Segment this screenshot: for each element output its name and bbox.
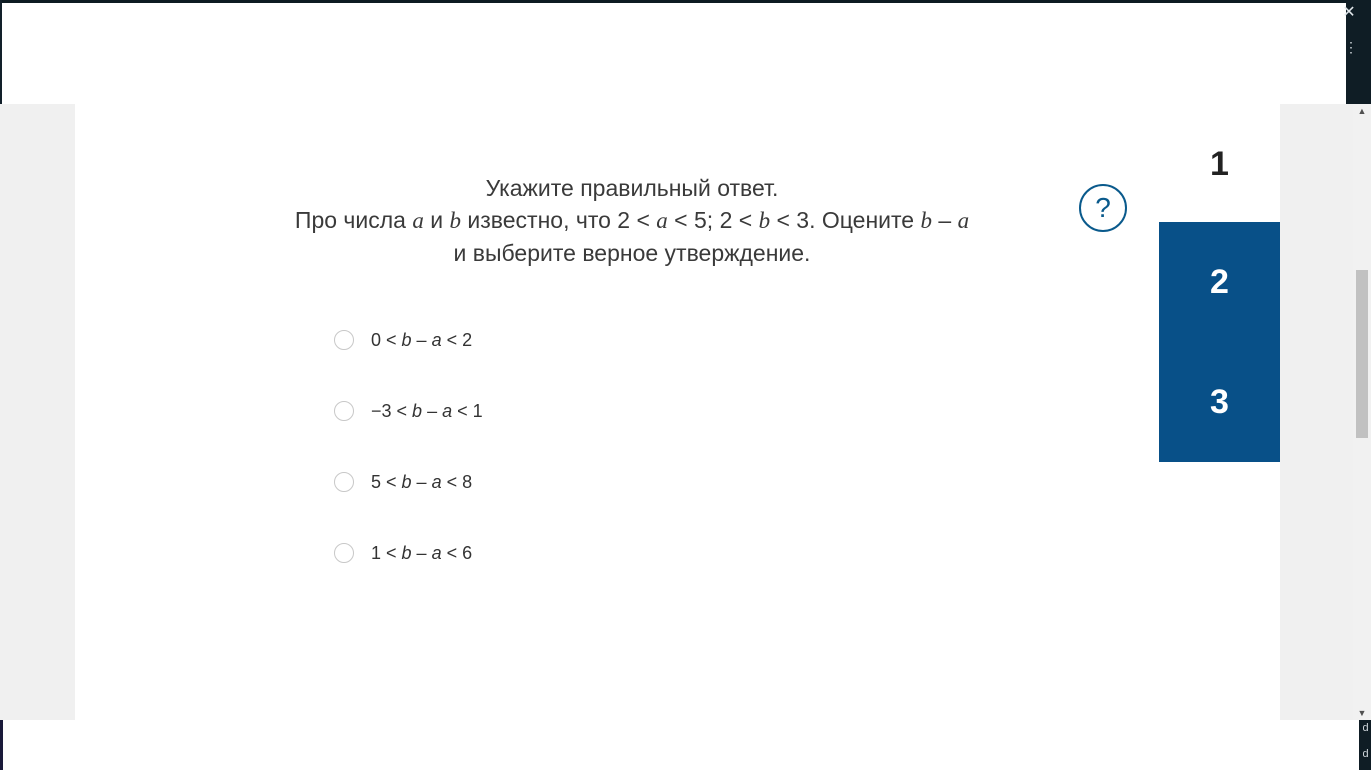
side-text: d (1362, 748, 1369, 760)
side-text: d (1362, 722, 1369, 734)
scroll-down-arrow-icon[interactable]: ▼ (1357, 708, 1367, 718)
question-panel (75, 104, 1280, 720)
option-label: −3 < b – a < 1 (371, 401, 483, 421)
nav-question-1[interactable]: 1 (1159, 104, 1280, 224)
radio-button[interactable] (334, 472, 354, 492)
answer-option[interactable] (333, 468, 733, 539)
option-label: 5 < b – a < 8 (371, 472, 473, 492)
question-text (245, 172, 1019, 269)
answer-option[interactable] (333, 539, 733, 610)
desktop-background-bottom-left (0, 720, 3, 770)
modal-footer-area (0, 720, 1359, 770)
help-button[interactable]: ? (1079, 184, 1127, 232)
more-menu-icon[interactable]: ⋮ (1344, 39, 1358, 55)
option-label: 0 < b – a < 2 (371, 330, 473, 350)
radio-button[interactable] (334, 330, 354, 350)
test-frame (0, 104, 1359, 720)
close-icon[interactable]: ✕ (1342, 4, 1356, 21)
scroll-thumb[interactable] (1356, 270, 1368, 438)
radio-button[interactable] (334, 401, 354, 421)
question-line-2: Про числа a и b известно, что 2 < a < 5; 2 < b < 3. Оцените b – a (294, 207, 970, 233)
option-label: 1 < b – a < 6 (371, 543, 473, 563)
answer-options (333, 326, 733, 610)
question-line-3: и выберите верное утверждение. (453, 240, 811, 266)
nav-question-3[interactable]: 3 (1159, 342, 1280, 462)
answer-option[interactable] (333, 326, 733, 397)
question-title: Укажите правильный ответ. (485, 175, 779, 201)
radio-button[interactable] (334, 543, 354, 563)
vertical-scrollbar[interactable] (1353, 104, 1371, 720)
answer-option[interactable] (333, 397, 733, 468)
scroll-up-arrow-icon[interactable]: ▲ (1357, 106, 1367, 116)
question-navigator (1159, 104, 1280, 467)
nav-question-2[interactable]: 2 (1159, 222, 1280, 342)
modal-header-area (2, 3, 1346, 104)
